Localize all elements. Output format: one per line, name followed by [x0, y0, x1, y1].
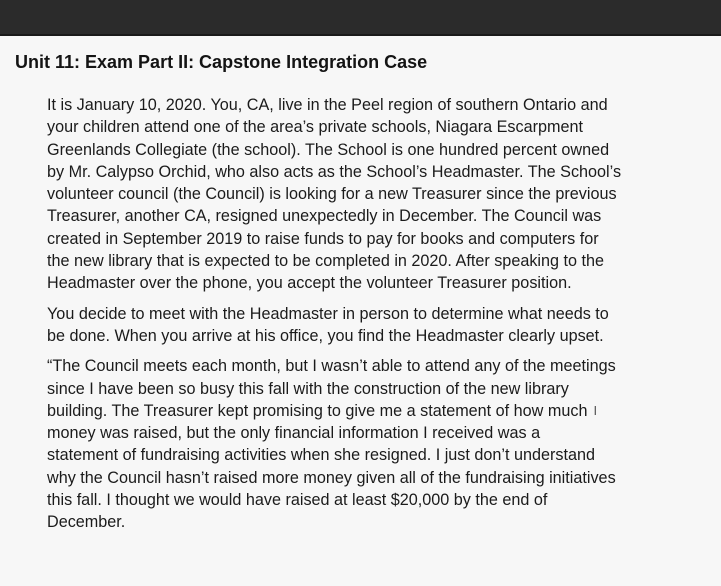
text-line: December. [47, 513, 126, 532]
text-line: Headmaster over the phone, you accept the volunteer Treasurer position. [47, 274, 572, 293]
text-line: money was raised, but the only financial information I received was a [47, 424, 541, 443]
text-line: created in September 2019 to raise funds to pay for books and computers for [47, 229, 599, 248]
paragraph-3 [47, 355, 713, 533]
text-line: since I have been so busy this fall with the construction of the new library [47, 379, 569, 398]
text-line: It is January 10, 2020. You, CA, live in the Peel region of southern Ontario and [47, 96, 608, 114]
text-line: be done. When you arrive at his office, you find the Headmaster clearly upset. [47, 326, 604, 345]
text-cursor-icon: I [593, 402, 598, 418]
text-line-content: building. The Treasurer kept promising to give me a statement of how much [47, 401, 588, 420]
text-line: your children attend one of the area’s private schools, Niagara Escarpment [47, 118, 583, 137]
document-body [47, 94, 713, 542]
text-line: statement of fundraising activities when she resigned. I just don’t understand [47, 446, 595, 465]
text-line [47, 400, 713, 422]
paragraph-1 [47, 94, 713, 295]
text-line: why the Council hasn’t raised more money given all of the fundraising initiatives [47, 468, 616, 487]
text-line: this fall. I thought we would have raised at least $20,000 by the end of [47, 491, 548, 510]
document-page [0, 34, 721, 586]
document-title: Unit 11: Exam Part II: Capstone Integration Case [15, 52, 428, 72]
text-line: by Mr. Calypso Orchid, who also acts as the School’s Headmaster. The School’s [47, 162, 622, 181]
text-line: Treasurer, another CA, resigned unexpectedly in December. The Council was [47, 207, 602, 226]
text-line: “The Council meets each month, but I wasn’t able to attend any of the meetings [47, 357, 616, 376]
text-line: volunteer council (the Council) is looking for a new Treasurer since the previous [47, 185, 617, 204]
text-line: Greenlands Collegiate (the school). The School is one hundred percent owned [47, 140, 610, 159]
text-line: the new library that is expected to be completed in 2020. After speaking to the [47, 252, 605, 271]
text-line: You decide to meet with the Headmaster in person to determine what needs to [47, 304, 609, 323]
paragraph-2 [47, 303, 713, 348]
